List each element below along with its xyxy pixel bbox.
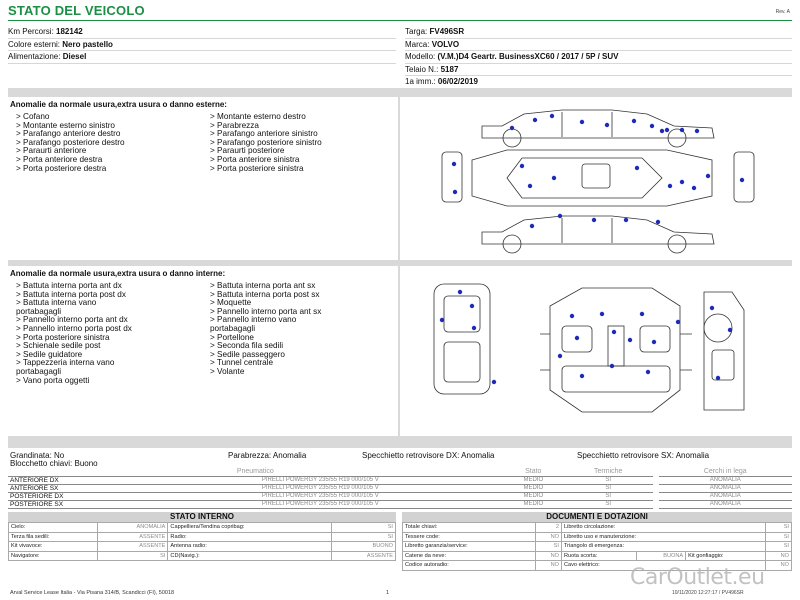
interior-section-title: Anomalie da normale usura,extra usura o danno interne: <box>10 269 226 278</box>
tyre-position: ANTERIORE DX <box>8 476 138 484</box>
section-divider-bar <box>8 260 792 266</box>
field-label: Triangolo di emergenza: <box>561 542 765 552</box>
info-row-marca <box>405 39 792 52</box>
info-label: Modello: <box>405 52 436 61</box>
damage-marker <box>472 326 476 330</box>
damage-marker <box>510 126 514 130</box>
stato-interno-table <box>8 522 396 561</box>
info-label: Colore esterni: <box>8 39 61 49</box>
field-value: SI <box>98 551 168 561</box>
damage-marker <box>600 312 604 316</box>
tyre-model: PIRELLI POWERGY 235/55 R19 000/105 V <box>138 476 503 484</box>
damage-item: > Schienale sedile post <box>16 341 101 351</box>
damage-marker <box>550 114 554 118</box>
field-value: BUONA <box>637 551 686 561</box>
damage-marker <box>740 178 744 182</box>
damage-item: > Paraurti anteriore <box>16 146 87 156</box>
damage-item: > Montante esterno sinistro <box>16 120 115 130</box>
field-value: SI <box>331 523 395 533</box>
field-value: ASSENTE <box>98 532 168 542</box>
damage-marker <box>575 336 579 340</box>
info-row-telaio <box>405 64 792 77</box>
info-label: 1a imm.: <box>405 77 436 86</box>
exterior-car-diagram <box>412 104 767 254</box>
info-row-colore <box>8 39 396 52</box>
status-parabrezza: Parabrezza: Anomalia <box>228 451 307 460</box>
watermark-logo: CarOutlet.eu <box>630 565 765 590</box>
damage-marker <box>665 128 669 132</box>
damage-marker <box>628 338 632 342</box>
info-value: 182142 <box>56 27 83 36</box>
damage-marker <box>530 224 534 228</box>
car-side-view-left <box>482 216 714 253</box>
field-value: NO <box>535 561 561 571</box>
field-label: Cielo: <box>9 523 98 533</box>
damage-marker <box>612 330 616 334</box>
field-value: BUONO <box>331 542 395 552</box>
damage-item: > Parafango anteriore destro <box>16 129 121 139</box>
table-row <box>403 523 792 533</box>
interior-car-diagram <box>412 270 767 432</box>
documenti-table <box>402 522 792 571</box>
info-value: VOLVO <box>431 39 460 49</box>
field-label: Navigatore: <box>9 551 98 561</box>
field-label: Totale chiavi: <box>403 523 536 533</box>
tyre-rims: ANOMALIA <box>659 484 793 492</box>
info-row-immatricolazione <box>405 76 792 89</box>
interior-damage-list-2 <box>210 282 398 377</box>
exterior-damage-list-1 <box>16 113 206 173</box>
tyre-model: PIRELLI POWERGY 235/55 R19 000/105 V <box>138 484 503 492</box>
info-value: (V.M.)D4 Geartr. BusinessXC60 / 2017 / 5P / SUV <box>437 52 619 61</box>
page-title: STATO DEL VEICOLO <box>8 3 145 18</box>
info-label: Targa: <box>405 27 428 36</box>
damage-item: > Pannello interno porta ant sx <box>210 306 322 316</box>
info-label: Km Percorsi: <box>8 27 54 36</box>
damage-marker <box>646 370 650 374</box>
tyre-winter: SI <box>564 476 653 484</box>
exterior-section-title: Anomalie da normale usura,extra usura o danno esterne: <box>10 100 227 109</box>
damage-item: > Portellone <box>210 332 254 342</box>
info-row-km <box>8 26 396 39</box>
title-underline <box>8 20 792 21</box>
damage-item: portabagagli <box>210 323 256 333</box>
field-value: SI <box>765 523 791 533</box>
tyre-state: MEDIO <box>503 500 564 508</box>
damage-item: > Porta anteriore destra <box>16 154 103 164</box>
damage-item: > Porta posteriore sinistra <box>210 163 304 173</box>
damage-marker <box>605 123 609 127</box>
table-row <box>8 484 792 492</box>
field-value: 2 <box>535 523 561 533</box>
table-row <box>9 542 396 552</box>
info-value: 5187 <box>440 64 459 74</box>
tyre-winter: SI <box>564 484 653 492</box>
info-value: 06/02/2019 <box>437 77 478 86</box>
damage-marker <box>692 186 696 190</box>
damage-item: > Tappezzeria interna vano <box>16 358 115 368</box>
field-label: Cavo elettrico: <box>561 561 765 571</box>
damage-marker <box>660 129 664 133</box>
info-value: Nero pastello <box>62 39 113 49</box>
field-label: Radio: <box>168 532 331 542</box>
damage-marker <box>676 320 680 324</box>
damage-item: > Pannello interno porta post dx <box>16 323 132 333</box>
info-value: FV496SR <box>429 27 465 36</box>
col-header-stato: Stato <box>503 468 564 476</box>
tyre-winter: SI <box>564 492 653 500</box>
col-header-termiche: Termiche <box>564 468 653 476</box>
damage-item: portabagagli <box>16 306 62 316</box>
field-value: NO <box>765 561 791 571</box>
field-value: NO <box>535 551 561 561</box>
info-label: Marca: <box>405 39 430 49</box>
damage-item: > Porta posteriore destra <box>16 163 107 173</box>
damage-marker <box>492 380 496 384</box>
status-grandinata: Grandinata: No <box>10 451 65 460</box>
damage-marker <box>656 220 660 224</box>
damage-marker <box>580 374 584 378</box>
revision-label: Rev. A <box>775 9 790 15</box>
damage-item: > Seconda fila sedili <box>210 341 284 351</box>
damage-marker <box>680 180 684 184</box>
footer-page-number: 1 <box>386 590 390 596</box>
dashboard-view <box>704 292 744 410</box>
damage-marker <box>470 304 474 308</box>
field-label: Kit vivavoce: <box>9 542 98 552</box>
damage-marker <box>452 162 456 166</box>
field-label: CD(Navig.): <box>168 551 331 561</box>
damage-item: > Sedile passeggero <box>210 349 285 359</box>
vehicle-info-right <box>405 26 792 89</box>
tyre-position: POSTERIORE DX <box>8 492 138 500</box>
field-label: Kit gonfiaggio: <box>686 551 766 561</box>
interior-damage-list-1 <box>16 282 206 385</box>
damage-marker <box>533 118 537 122</box>
tyre-table <box>8 468 792 509</box>
tyre-table-header <box>8 468 792 476</box>
info-row-targa <box>405 26 792 39</box>
field-label: Cappelliera/Tendina copribag: <box>168 523 331 533</box>
damage-marker <box>458 290 462 294</box>
exterior-damage-list-2 <box>210 113 398 173</box>
field-label: Antenna radio: <box>168 542 331 552</box>
field-value: SI <box>331 532 395 542</box>
damage-marker <box>706 174 710 178</box>
damage-item: > Battuta interna porta ant dx <box>16 281 122 290</box>
damage-item: > Porta posteriore sinistra <box>16 332 110 342</box>
col-header-pneumatico: Pneumatico <box>8 468 503 476</box>
damage-marker <box>640 312 644 316</box>
table-row <box>403 551 792 561</box>
field-label: Codice autoradio: <box>403 561 536 571</box>
field-value: NO <box>535 532 561 542</box>
tyre-model: PIRELLI POWERGY 235/55 R19 000/105 V <box>138 492 503 500</box>
section-divider-bar <box>8 88 792 97</box>
damage-item: > Parafango posteriore destro <box>16 137 125 147</box>
damage-item: > Battuta interna porta ant sx <box>210 281 316 290</box>
damage-marker <box>440 318 444 322</box>
status-blocchetto: Blocchetto chiavi: Buono <box>10 459 98 468</box>
damage-marker <box>710 306 714 310</box>
column-divider <box>398 266 400 436</box>
tyre-state: MEDIO <box>503 492 564 500</box>
tyre-position: ANTERIORE SX <box>8 484 138 492</box>
damage-item: > Porta anteriore sinistra <box>210 154 300 164</box>
damage-marker <box>552 176 556 180</box>
damage-marker <box>695 129 699 133</box>
damage-item: > Tunnel centrale <box>210 358 274 368</box>
tyre-rims: ANOMALIA <box>659 492 793 500</box>
field-label: Libretto uso e manutenzione: <box>561 532 765 542</box>
damage-item: > Cofano <box>16 112 50 121</box>
table-row <box>9 523 396 533</box>
car-side-view-right <box>482 110 714 147</box>
field-label: Terza fila sedili: <box>9 532 98 542</box>
tyre-rims: ANOMALIA <box>659 500 793 508</box>
damage-marker <box>632 119 636 123</box>
field-value: SI <box>765 542 791 552</box>
damage-marker <box>558 354 562 358</box>
damage-marker <box>453 190 457 194</box>
damage-item: > Pannello interno vano <box>210 315 297 325</box>
info-value: Diesel <box>62 52 87 61</box>
damage-marker <box>610 364 614 368</box>
footer-company: Arval Service Lease Italia - Via Pisana 314/B, Scandicci (FI), 50018 <box>10 590 175 596</box>
tyre-state: MEDIO <box>503 484 564 492</box>
damage-item: > Battuta interna porta post dx <box>16 289 126 299</box>
damage-marker <box>728 328 732 332</box>
tyre-rims: ANOMALIA <box>659 476 793 484</box>
damage-marker <box>650 124 654 128</box>
damage-item: > Vano porta oggetti <box>16 375 90 385</box>
table-row <box>8 476 792 484</box>
field-label: Tessere code: <box>403 532 536 542</box>
field-value: SI <box>765 532 791 542</box>
field-value: ANOMALIA <box>98 523 168 533</box>
table-row <box>403 542 792 552</box>
info-label: Alimentazione: <box>8 52 61 61</box>
damage-marker <box>680 128 684 132</box>
damage-item: > Parafango anteriore sinistro <box>210 129 318 139</box>
damage-item: > Parabrezza <box>210 120 259 130</box>
damage-marker <box>528 184 532 188</box>
tyre-state: MEDIO <box>503 476 564 484</box>
damage-marker <box>592 218 596 222</box>
damage-item: > Montante esterno destro <box>210 112 306 121</box>
info-row-alimentazione <box>8 51 396 64</box>
field-label: Ruota scorta: <box>561 551 636 561</box>
table-row <box>8 500 792 508</box>
table-row <box>8 492 792 500</box>
status-specchietto-dx: Specchietto retrovisore DX: Anomalia <box>362 451 495 460</box>
table-row <box>403 532 792 542</box>
column-divider <box>398 97 400 260</box>
damage-marker <box>668 184 672 188</box>
field-label: Catene da neve: <box>403 551 536 561</box>
damage-marker <box>558 214 562 218</box>
documenti-title: DOCUMENTI E DOTAZIONI <box>402 512 792 522</box>
footer-timestamp: 10/11/2020 12:27:17 / PV496SR <box>672 590 744 596</box>
tyre-model: PIRELLI POWERGY 235/55 R19 000/105 V <box>138 500 503 508</box>
info-row-modello <box>405 51 792 64</box>
field-value: ASSENTE <box>98 542 168 552</box>
table-row <box>9 551 396 561</box>
field-value: ASSENTE <box>331 551 395 561</box>
damage-item: > Pannello interno porta ant dx <box>16 315 128 325</box>
info-label: Telaio N.: <box>405 64 439 74</box>
damage-marker <box>520 164 524 168</box>
damage-item: > Sedile guidatore <box>16 349 83 359</box>
damage-item: > Moquette <box>210 298 252 308</box>
field-value: NO <box>765 551 791 561</box>
damage-marker <box>652 340 656 344</box>
field-label: Libretto garanzia/service: <box>403 542 536 552</box>
tyre-winter: SI <box>564 500 653 508</box>
tyre-position: POSTERIORE SX <box>8 500 138 508</box>
field-value: SI <box>535 542 561 552</box>
cabin-plan-view <box>540 288 692 412</box>
damage-marker <box>580 120 584 124</box>
trunk-view <box>434 284 490 394</box>
damage-item: > Battuta interna porta post sx <box>210 289 320 299</box>
vehicle-info-left <box>8 26 396 64</box>
col-header-cerchi: Cerchi in lega <box>659 468 793 476</box>
stato-interno-title: STATO INTERNO <box>8 512 396 522</box>
damage-item: > Battuta interna vano <box>16 298 97 308</box>
damage-marker <box>624 218 628 222</box>
damage-item: > Volante <box>210 366 245 376</box>
damage-marker <box>716 376 720 380</box>
table-row <box>9 532 396 542</box>
damage-item: portabagagli <box>16 366 62 376</box>
section-divider-bar <box>8 436 792 448</box>
damage-item: > Paraurti posteriore <box>210 146 285 156</box>
damage-marker <box>635 166 639 170</box>
status-specchietto-sx: Specchietto retrovisore SX: Anomalia <box>577 451 710 460</box>
damage-marker <box>570 314 574 318</box>
damage-item: > Parafango posteriore sinistro <box>210 137 322 147</box>
field-label: Libretto circolazione: <box>561 523 765 533</box>
